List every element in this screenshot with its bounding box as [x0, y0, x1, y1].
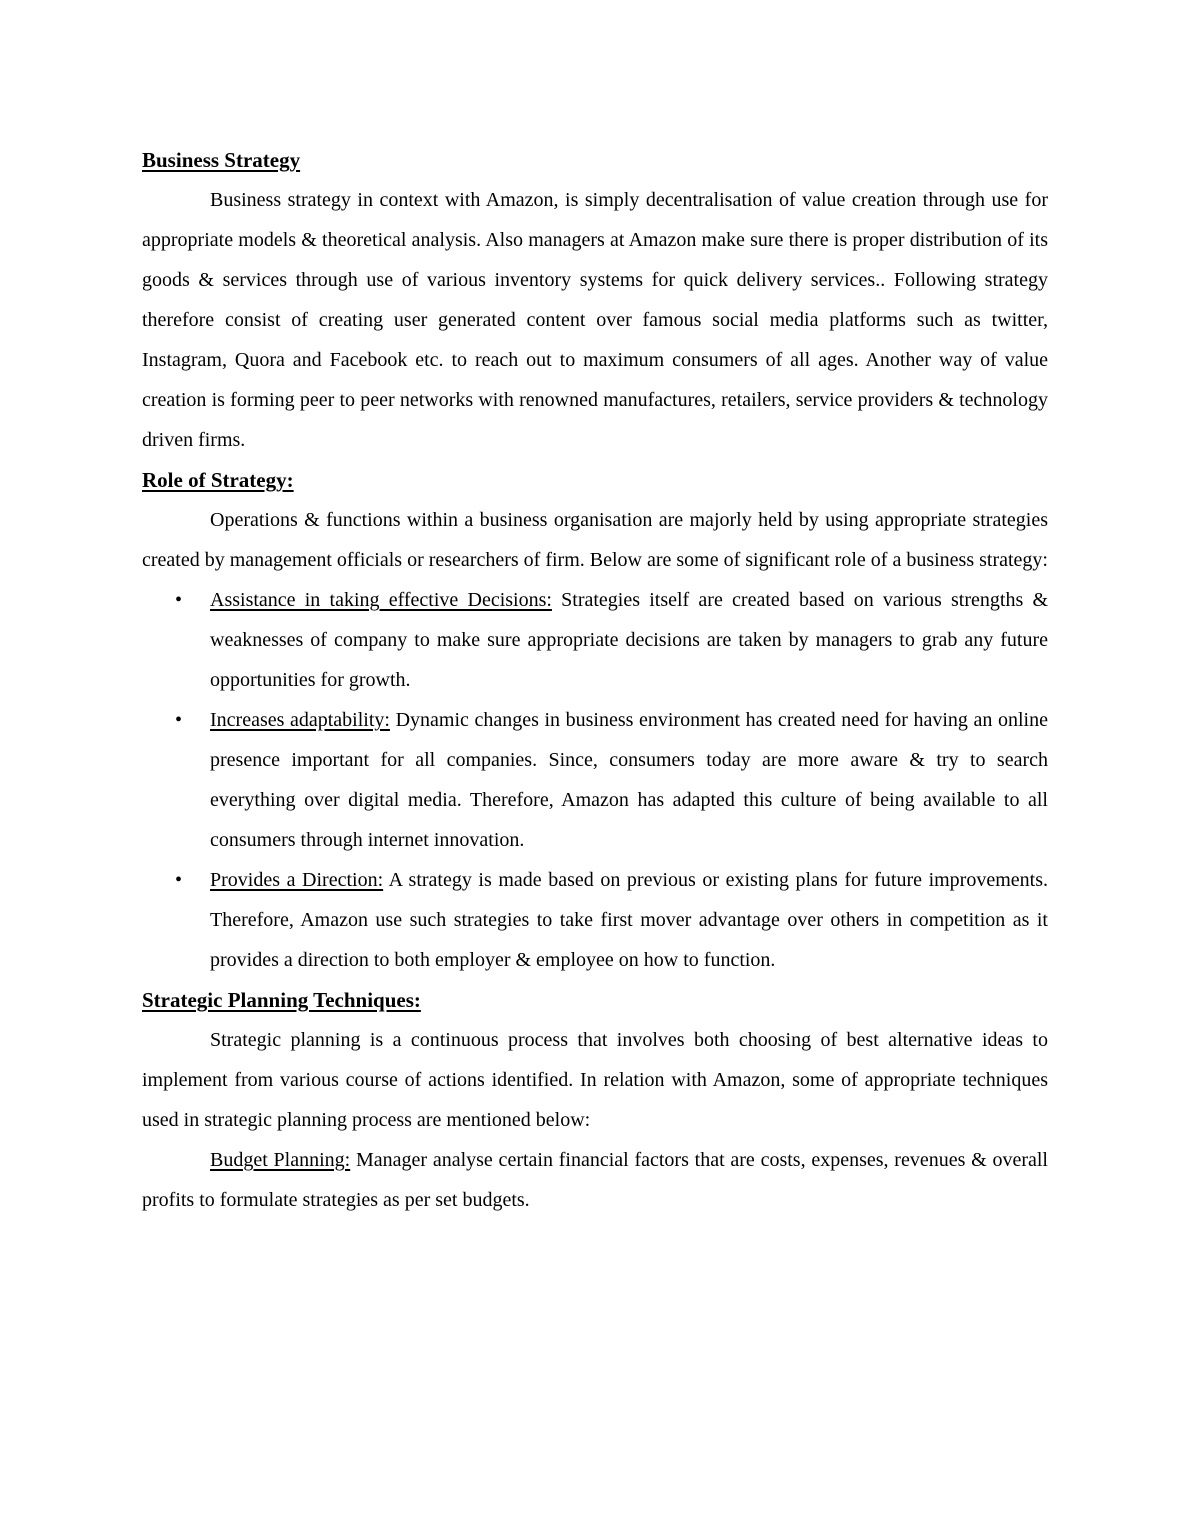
heading-business-strategy: Business Strategy [142, 148, 301, 172]
bullet-icon: • [175, 589, 183, 611]
list-item-increases-adaptability [142, 700, 1048, 860]
bullet-lead-increases-adaptability: Increases adaptability: [210, 709, 390, 731]
bullet-text-provides-direction: A strategy is made based on previous or existing plans for future improvements. Therefore, Amazon use such strategies to take first mover advantage over others in competition as it provides a direction to both employer & employee on how to function. [210, 869, 1048, 971]
heading-role-of-strategy: Role of Strategy: [142, 468, 294, 492]
bullet-lead-effective-decisions: Assistance in taking effective Decisions: [210, 589, 552, 611]
paragraph-role-of-strategy-intro: Operations & functions within a business organisation are majorly held by using appropriate strategies created by management officials or researchers of firm. Below are some of significant role of a business strategy: [142, 509, 1048, 571]
budget-planning-text: Manager analyse certain financial factors that are costs, expenses, revenues & overall profits to formulate strategies as per set budgets. [142, 1149, 1048, 1211]
paragraph-business-strategy: Business strategy in context with Amazon, is simply decentralisation of value creation through use for appropriate models & theoretical analysis. Also managers at Amazon make sure there is proper distribution of its goods & services through use of various inventory systems for quick delivery services.. Following strategy therefore consist of creating user generated content over famous social media platforms such as twitter, Instagram, Quora and Facebook etc. to reach out to maximum consumers of all ages. Another way of value creation is forming peer to peer networks with renowned manufactures, retailers, service providers & technology driven firms. [142, 189, 1048, 451]
paragraph-budget-planning [142, 1140, 1048, 1220]
bullet-icon: • [175, 709, 183, 731]
paragraph-strategic-planning-intro: Strategic planning is a continuous process that involves both choosing of best alternative ideas to implement from various course of actions identified. In relation with Amazon, some of appropriate techniques used in strategic planning process are mentioned below: [142, 1029, 1048, 1131]
bullet-text-increases-adaptability: Dynamic changes in business environment has created need for having an online presence important for all companies. Since, consumers today are more aware & try to search everything over digital media. Therefore, Amazon has adapted this culture of being available to all consumers through internet innovation. [210, 709, 1048, 851]
list-item-effective-decisions [142, 580, 1048, 700]
bullet-lead-provides-direction: Provides a Direction: [210, 869, 384, 891]
budget-planning-lead: Budget Planning: [210, 1149, 351, 1171]
list-item-provides-direction [142, 860, 1048, 980]
role-of-strategy-bullet-list [142, 580, 1048, 980]
heading-strategic-planning-techniques: Strategic Planning Techniques: [142, 988, 421, 1012]
bullet-icon: • [175, 869, 183, 891]
bullet-text-effective-decisions: Strategies itself are created based on various strengths & weaknesses of company to make sure appropriate decisions are taken by managers to grab any future opportunities for growth. [210, 589, 1049, 691]
